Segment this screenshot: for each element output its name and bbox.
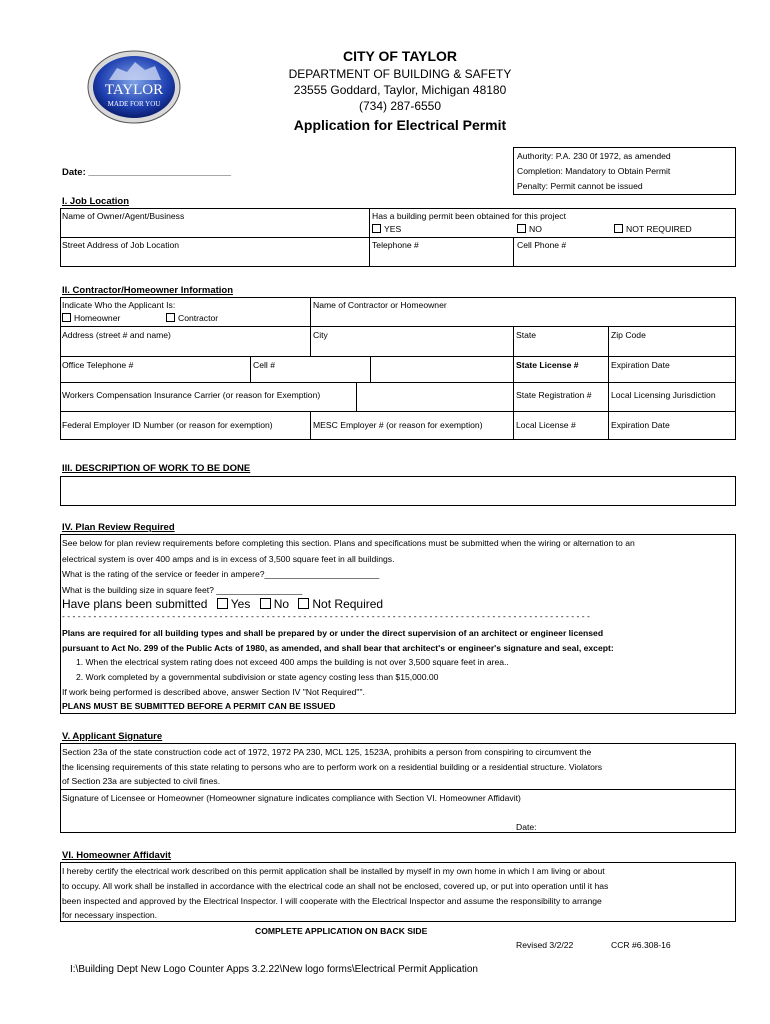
- local-license-field[interactable]: Local License #: [516, 420, 576, 430]
- signature-date-field[interactable]: Date:: [516, 822, 537, 832]
- permit-yes-checkbox[interactable]: YES: [372, 224, 401, 234]
- plans-must-be-submitted: PLANS MUST BE SUBMITTED BEFORE A PERMIT CAN BE ISSUED: [62, 701, 336, 711]
- section-1-title: I. Job Location: [62, 196, 130, 207]
- checkbox-icon: [372, 224, 381, 233]
- checkbox-icon: [614, 224, 623, 233]
- federal-employer-id-field[interactable]: Federal Employer ID Number (or reason for exemption): [62, 420, 273, 430]
- logo-text: TAYLOR: [104, 82, 164, 98]
- local-expiration-field[interactable]: Expiration Date: [611, 420, 670, 430]
- department-phone: (734) 287-6550: [358, 99, 442, 113]
- logo-tagline: MADE FOR YOU: [107, 100, 161, 108]
- checkbox-icon: [298, 598, 309, 609]
- signature-legal-text: of Section 23a are subjected to civil fines.: [62, 776, 221, 786]
- contractor-zip-field[interactable]: Zip Code: [611, 330, 646, 340]
- exception-2: 2. Work completed by a governmental subdivision or state agency costing less than $15,000.00: [76, 672, 439, 682]
- owner-name-field[interactable]: Name of Owner/Agent/Business: [62, 211, 185, 221]
- plans-submitted-question: Have plans been submitted Yes No Not Required: [62, 597, 384, 611]
- affidavit-text: for necessary inspection.: [62, 910, 158, 920]
- complete-back-side-note: COMPLETE APPLICATION ON BACK SIDE: [255, 926, 428, 936]
- service-rating-field[interactable]: What is the rating of the service or feeder in ampere?________________________: [62, 569, 380, 579]
- checkbox-icon: [517, 224, 526, 233]
- job-cell-phone-field[interactable]: Cell Phone #: [517, 240, 567, 250]
- plan-review-text: See below for plan review requirements before completing this section. Plans and specifications must be submitted when the wiring or alternation to an: [62, 538, 635, 548]
- contractor-cell-field[interactable]: Cell #: [253, 360, 275, 370]
- file-path: I:\Building Dept New Logo Counter Apps 3.2.22\New logo forms\Electrical Permit Application: [70, 964, 478, 975]
- state-registration-field[interactable]: State Registration #: [516, 390, 592, 400]
- contractor-city-field[interactable]: City: [313, 330, 328, 340]
- checkbox-icon: [217, 598, 228, 609]
- completion-line: Completion: Mandatory to Obtain Permit: [517, 166, 671, 176]
- plans-not-required-checkbox[interactable]: Not Required: [298, 597, 383, 611]
- department-address: 23555 Goddard, Taylor, Michigan 48180: [293, 83, 507, 97]
- section-6-title: VI. Homeowner Affidavit: [62, 850, 171, 861]
- plan-requirement-text: Plans are required for all building types and shall be prepared by or under the direct supervision of an architect or engineer licensed: [62, 628, 604, 638]
- dashed-separator: - - - - - - - - - - - - - - - - - - - - - - - - - - - - - - - - - - - - - - - - - - - - - - - - - - - - - - - - - - - - - - - - - - - - - - - - - - - - - - - - - - - - - - - - - - - - - - - - - - - - -: [62, 611, 590, 621]
- date-field[interactable]: Date: ___________________________: [62, 167, 232, 178]
- contractor-address-field[interactable]: Address (street # and name): [62, 330, 171, 340]
- ccr-number: CCR #6.308-16: [611, 940, 671, 950]
- signature-field[interactable]: Signature of Licensee or Homeowner (Homeowner signature indicates compliance with Section VI. Homeowner Affidavit): [62, 793, 521, 803]
- section-5-title: V. Applicant Signature: [62, 731, 163, 742]
- plan-requirement-text: pursuant to Act No. 299 of the Public Acts of 1980, as amended, and shall bear that architect's or engineer's signature and seal, except:: [62, 643, 614, 653]
- state-license-field[interactable]: State License #: [516, 360, 579, 370]
- signature-legal-text: Section 23a of the state construction code act of 1972, 1972 PA 230, MCL 125, 1523A, prohibits a person from conspiring to circumvent the: [62, 747, 592, 757]
- job-telephone-field[interactable]: Telephone #: [372, 240, 419, 250]
- exception-note: If work being performed is described above, answer Section IV "Not Required"".: [62, 687, 365, 697]
- homeowner-checkbox[interactable]: Homeowner: [62, 313, 120, 323]
- plan-review-text: electrical system is over 400 amps and is in excess of 3,500 square feet in all buildings.: [62, 554, 395, 564]
- section-2-title: II. Contractor/Homeowner Information: [62, 285, 234, 296]
- city-logo: [87, 50, 181, 124]
- revised-date: Revised 3/2/22: [516, 940, 574, 950]
- contractor-checkbox[interactable]: Contractor: [166, 313, 218, 323]
- department-name: DEPARTMENT OF BUILDING & SAFETY: [288, 67, 512, 81]
- checkbox-icon: [62, 313, 71, 322]
- contractor-name-field[interactable]: Name of Contractor or Homeowner: [313, 300, 447, 310]
- license-expiration-field[interactable]: Expiration Date: [611, 360, 670, 370]
- section-3-title: III. DESCRIPTION OF WORK TO BE DONE: [62, 463, 251, 474]
- exception-1: 1. When the electrical system rating does not exceed 400 amps the building is not over 3,500 square feet in area..: [76, 657, 509, 667]
- local-jurisdiction-field[interactable]: Local Licensing Jurisdiction: [611, 390, 716, 400]
- plans-no-checkbox[interactable]: No: [260, 597, 289, 611]
- building-permit-question: Has a building permit been obtained for this project: [372, 211, 566, 221]
- permit-not-required-checkbox[interactable]: NOT REQUIRED: [614, 224, 692, 234]
- affidavit-text: to occupy. All work shall be installed in accordance with the electrical code an shall not be enclosed, covered up, or put into operation until it has: [62, 881, 609, 891]
- checkbox-icon: [260, 598, 271, 609]
- authority-line: Authority: P.A. 230 0f 1972, as amended: [517, 151, 671, 161]
- office-telephone-field[interactable]: Office Telephone #: [62, 360, 134, 370]
- mesc-employer-field[interactable]: MESC Employer # (or reason for exemption): [313, 420, 483, 430]
- signature-legal-text: the licensing requirements of this state relating to persons who are to perform work on a residential building or a residential structure. Violators: [62, 762, 603, 772]
- city-name: CITY OF TAYLOR: [342, 48, 458, 64]
- penalty-line: Penalty: Permit cannot be issued: [517, 181, 643, 191]
- affidavit-text: been inspected and approved by the Electrical Inspector. I will cooperate with the Electrical Inspector and assume the responsibility to arrange: [62, 896, 602, 906]
- building-size-field[interactable]: What is the building size in square feet? __________________: [62, 585, 303, 595]
- permit-no-checkbox[interactable]: NO: [517, 224, 542, 234]
- section-4-title: IV. Plan Review Required: [62, 522, 175, 533]
- street-address-field[interactable]: Street Address of Job Location: [62, 240, 180, 250]
- plans-yes-checkbox[interactable]: Yes: [217, 597, 251, 611]
- affidavit-text: I hereby certify the electrical work described on this permit application shall be installed by myself in my own home in which I am living or about: [62, 866, 605, 876]
- contractor-state-field[interactable]: State: [516, 330, 537, 340]
- checkbox-icon: [166, 313, 175, 322]
- workers-comp-field[interactable]: Workers Compensation Insurance Carrier (or reason for Exemption): [62, 390, 321, 400]
- form-title: Application for Electrical Permit: [293, 117, 507, 133]
- applicant-type-label: Indicate Who the Applicant Is:: [62, 300, 176, 310]
- work-description-field[interactable]: [60, 476, 736, 506]
